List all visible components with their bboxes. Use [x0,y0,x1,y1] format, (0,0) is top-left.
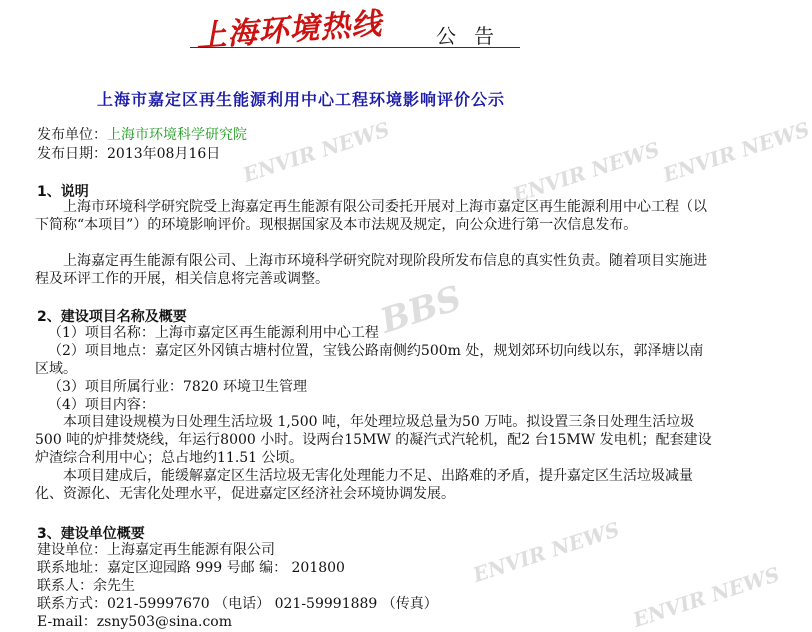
publish-date: 2013年08月16日 [107,146,221,162]
site-logo: 上海环境热线 [195,6,384,55]
project-industry: （3）项目所属行业：7820 环境卫生管理 [48,379,307,395]
page-title: 上海市嘉定区再生能源利用中心工程环境影响评价公示 [97,90,506,109]
publisher-link[interactable]: 上海市环境科学研究院 [107,127,247,143]
notice-label: 公告 [436,24,512,48]
section-2-heading: 2、建设项目名称及概要 [37,309,187,325]
section-3-heading: 3、建设单位概要 [37,526,145,542]
contact-person: 联系人：余先生 [37,578,135,594]
contact-email[interactable]: E-mail：zsny503@sina.com [37,614,233,630]
project-benefit-paragraph: 本项目建成后，能缓解嘉定区生活垃圾无害化处理能力不足、出路难的矛盾，提升嘉定区生活垃圾减量化、资源化、无害化处理水平，促进嘉定区经济社会环境协调发展。 [35,468,693,502]
project-name: （1）项目名称：上海市嘉定区再生能源利用中心工程 [48,325,379,341]
publisher-row [37,126,247,144]
contact-phone: 联系方式：021-59997670 （电话） 021-59991889 （传真） [37,596,438,612]
watermark-4: BBS [375,278,467,342]
project-location: （2）项目地点：嘉定区外冈镇古塘村位置，宝钱公路南侧约500m 处，规划郊环切向线以东，郭泽塘以南区域。 [35,343,704,377]
contact-address: 联系地址：嘉定区迎园路 999 号邮 编： 201800 [37,560,345,576]
section-1-paragraph-1: 上海市环境科学研究院受上海嘉定再生能源有限公司委托开展对上海市嘉定区再生能源利用中心工程（以下简称“本项目”）的环境影响评价。现根据国家及本市法规及规定，向公众进行第一次信息发布。 [35,199,707,233]
watermark-5: ENVIR NEWS [470,517,623,587]
watermark-1: ENVIR NEWS [240,117,393,187]
publisher-label: 发布单位： [37,127,107,143]
watermark-2: ENVIR NEWS [510,137,663,207]
section-1-heading: 1、说明 [37,184,89,200]
builder-unit: 建设单位：上海嘉定再生能源有限公司 [37,542,275,558]
date-row [37,145,220,163]
date-label: 发布日期： [37,146,107,162]
watermark-6: ENVIR NEWS [630,562,783,632]
section-1-paragraph-2: 上海嘉定再生能源有限公司、上海市环境科学研究院对现阶段所发布信息的真实性负责。随着项目实施进程及环评工作的开展，相关信息将完善或调整。 [35,253,707,287]
project-content-paragraph: 本项目建设规模为日处理生活垃圾 1,500 吨，年处理垃圾总量为50 万吨。拟设置三条日处理生活垃圾500 吨的炉排焚烧线，年运行8000 小时。设两台15MW 的凝汽式汽轮机，配2 台15MW 发电机；配套建设炉渣综合利用中心；总占地约11.51 公顷。 [35,414,712,466]
project-content-label: （4）项目内容： [48,397,155,413]
header-divider [190,47,520,48]
watermark-3: ENVIR NEWS [660,117,812,187]
